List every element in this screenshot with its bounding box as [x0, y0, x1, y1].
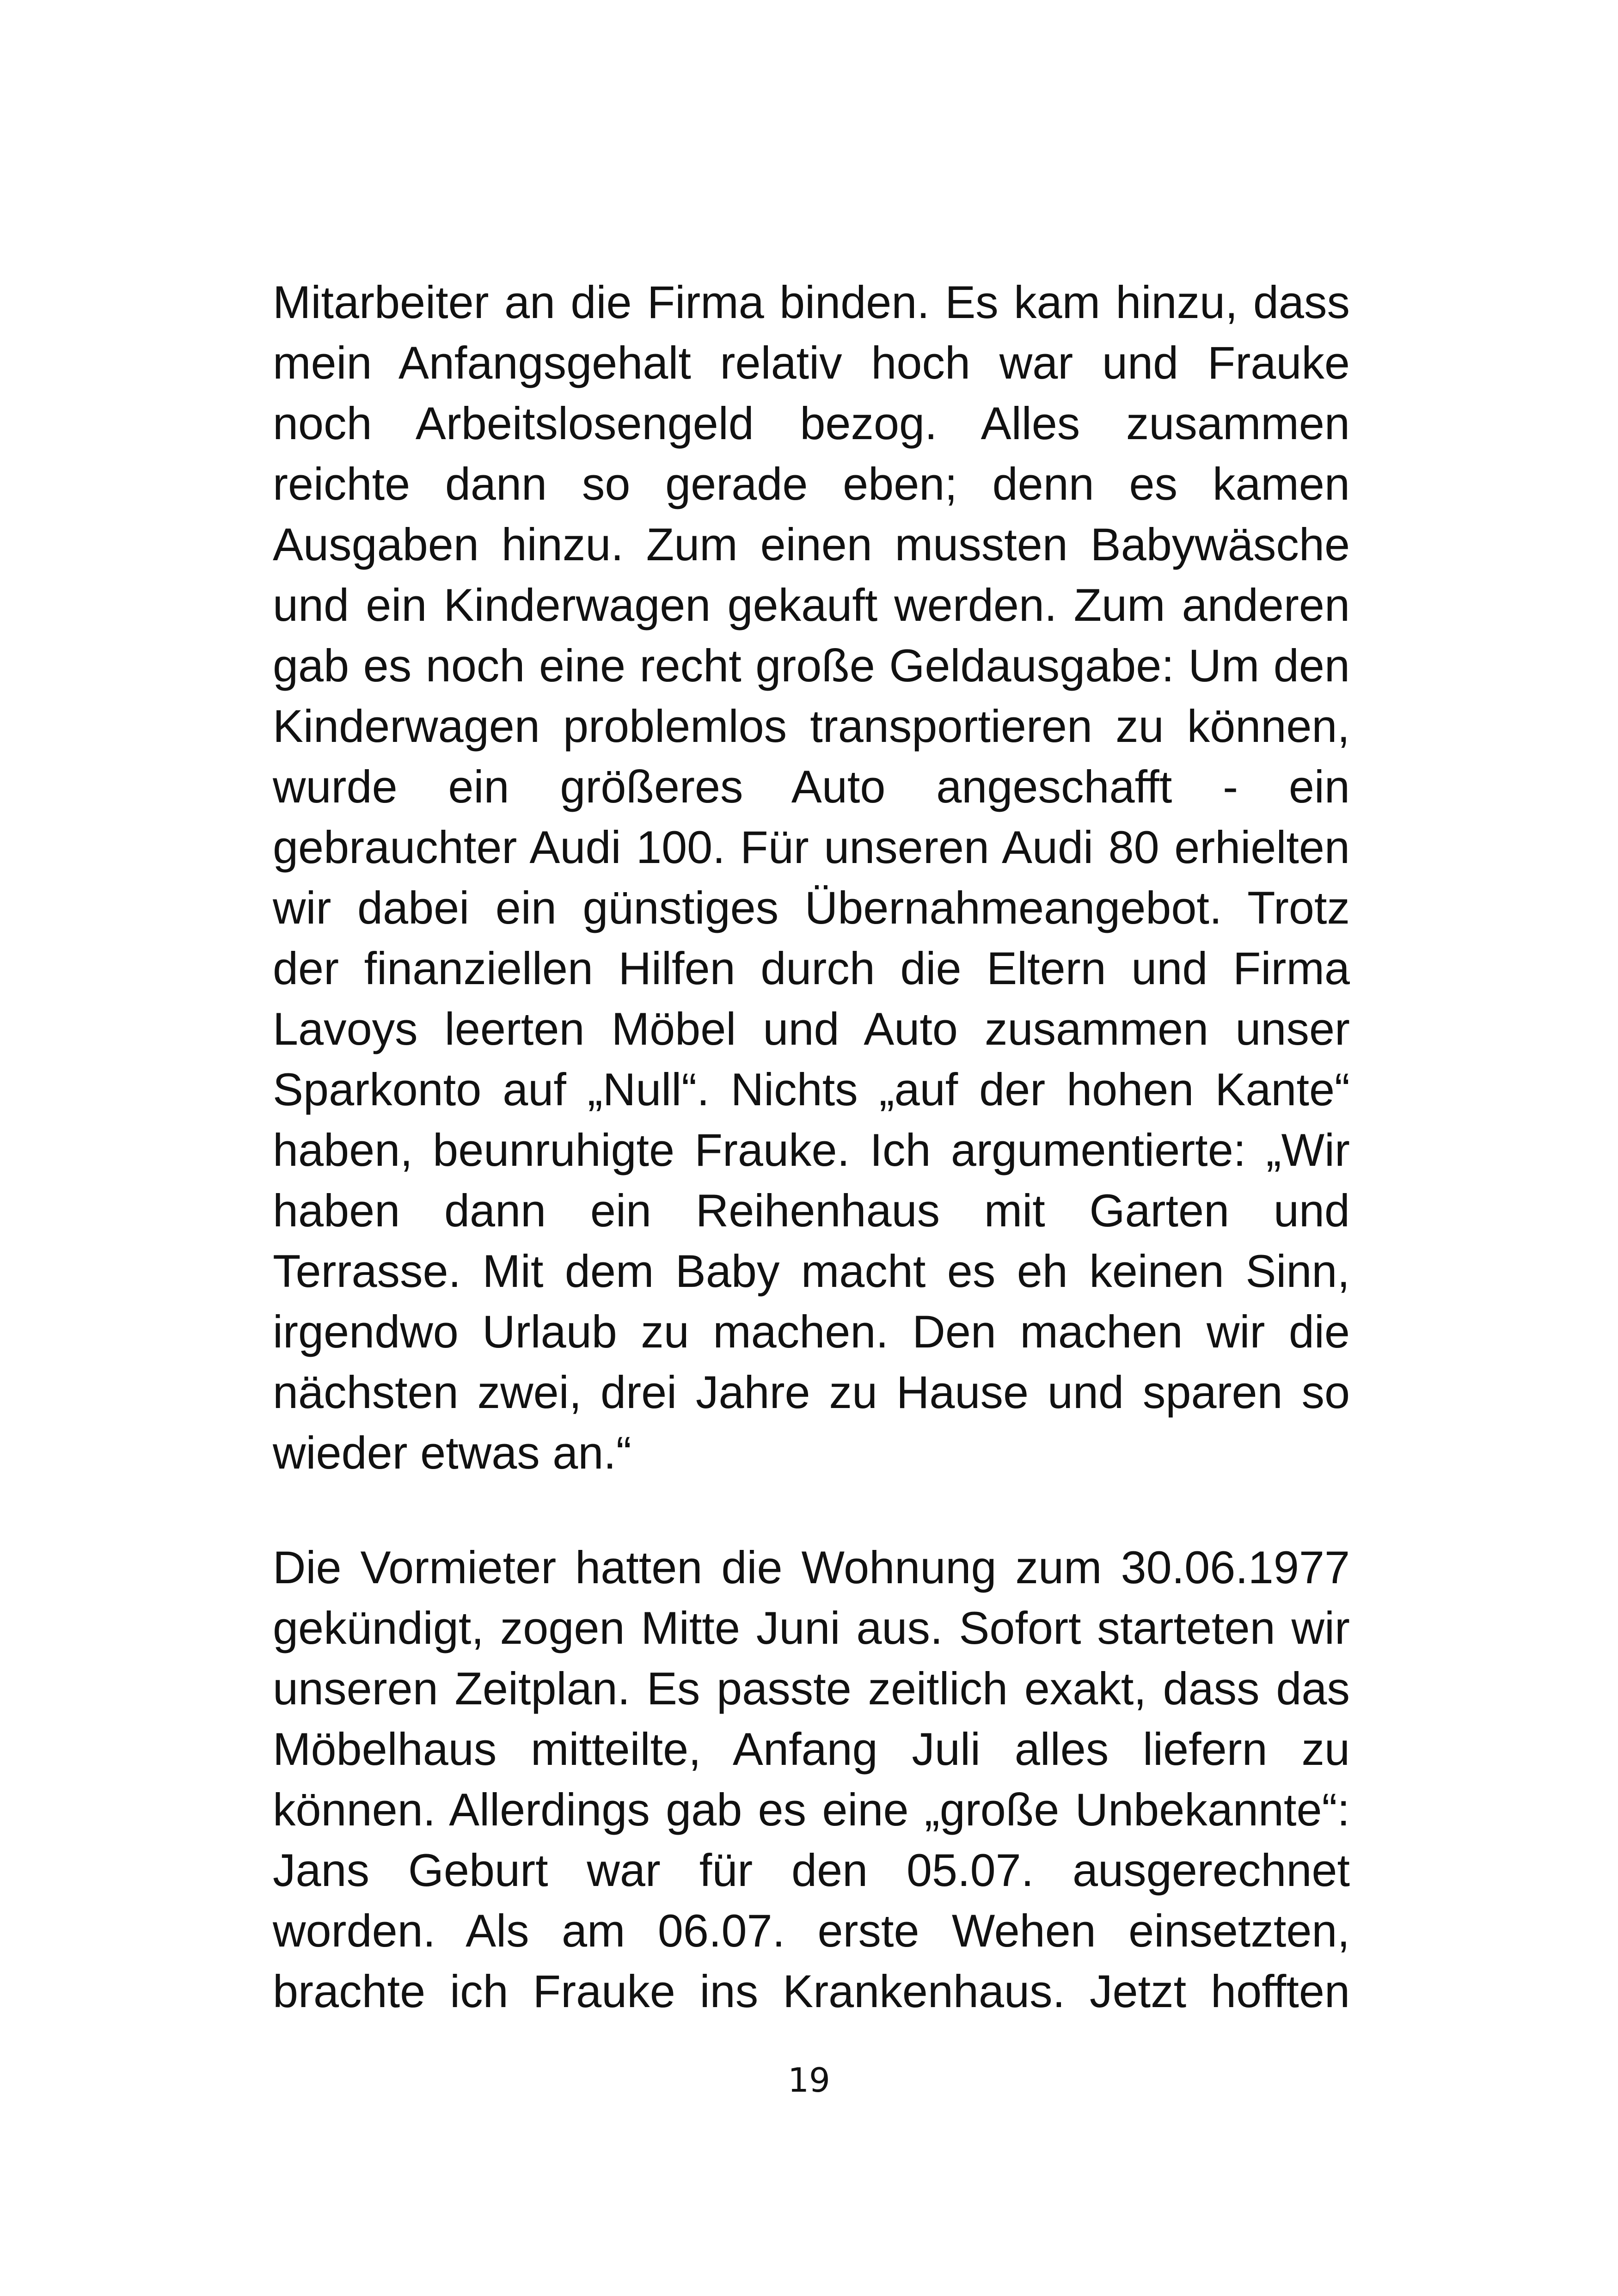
text-line: reichte dann so gerade eben; denn es kamen: [273, 458, 1350, 509]
text-line: wir dabei ein günstiges Übernahmeangebot. Trotz: [273, 882, 1350, 933]
text-line: Die Vormieter hatten die Wohnung zum 30.06.1977: [273, 1542, 1350, 1593]
text-line: unseren Zeitplan. Es passte zeitlich exakt, dass das: [273, 1663, 1350, 1714]
text-line: wieder etwas an.“: [273, 1427, 631, 1478]
text-line: Mitarbeiter an die Firma binden. Es kam hinzu, dass: [273, 276, 1350, 328]
text-line: gab es noch eine recht große Geldausgabe: Um den: [273, 640, 1350, 691]
text-line: und ein Kinderwagen gekauft werden. Zum anderen: [273, 579, 1350, 631]
text-line: haben dann ein Reihenhaus mit Garten und: [273, 1185, 1350, 1236]
paragraph-2: [273, 1537, 1350, 2021]
paragraph-1: [273, 272, 1350, 1483]
text-line: Möbelhaus mitteilte, Anfang Juli alles liefern zu: [273, 1723, 1350, 1775]
text-line: haben, beunruhigte Frauke. Ich argumentierte: „Wir: [273, 1124, 1350, 1176]
text-line: irgendwo Urlaub zu machen. Den machen wir die: [273, 1306, 1350, 1357]
text-line: wurde ein größeres Auto angeschafft - ein: [273, 761, 1350, 812]
text-line: Jans Geburt war für den 05.07. ausgerechnet: [273, 1844, 1350, 1896]
text-line: gekündigt, zogen Mitte Juni aus. Sofort starteten wir: [273, 1602, 1350, 1653]
text-line: Kinderwagen problemlos transportieren zu können,: [273, 700, 1350, 752]
text-line: Sparkonto auf „Null“. Nichts „auf der hohen Kante“: [273, 1064, 1350, 1115]
text-line: Lavoys leerten Möbel und Auto zusammen unser: [273, 1003, 1350, 1054]
text-line: Terrasse. Mit dem Baby macht es eh keinen Sinn,: [273, 1245, 1350, 1297]
text-line: gebrauchter Audi 100. Für unseren Audi 80 erhielten: [273, 821, 1350, 873]
text-line: können. Allerdings gab es eine „große Unbekannte“:: [273, 1784, 1350, 1835]
text-line: mein Anfangsgehalt relativ hoch war und Frauke: [273, 337, 1350, 388]
text-line: nächsten zwei, drei Jahre zu Hause und sparen so: [273, 1366, 1350, 1418]
text-line: noch Arbeitslosengeld bezog. Alles zusammen: [273, 398, 1350, 449]
page-number: 19: [788, 2061, 830, 2100]
text-line: worden. Als am 06.07. erste Wehen einsetzten,: [273, 1905, 1350, 1956]
text-line: brachte ich Frauke ins Krankenhaus. Jetzt hofften: [273, 1965, 1350, 2017]
text-line: der finanziellen Hilfen durch die Eltern und Firma: [273, 943, 1350, 994]
text-line: Ausgaben hinzu. Zum einen mussten Babywäsche: [273, 519, 1350, 570]
